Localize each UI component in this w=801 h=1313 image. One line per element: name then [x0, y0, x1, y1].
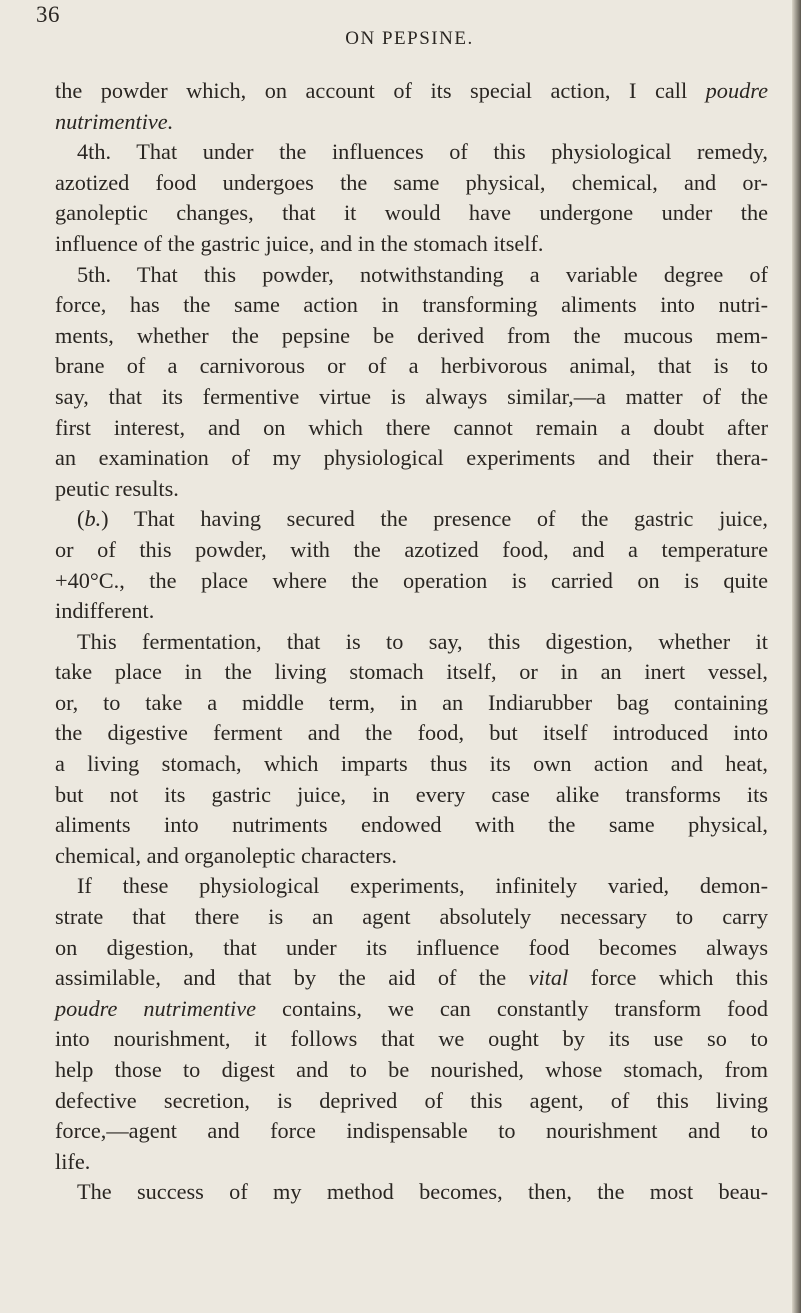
text-line	[55, 107, 768, 138]
text-line: poudre nutrimentive contains, we can constantly transform food	[55, 995, 769, 1021]
text-line: force, has the same action in transforming aliments into nutri-	[55, 292, 768, 318]
text-line: ganoleptic changes, that it would have undergone under the	[55, 200, 768, 226]
text-line: a living stomach, which imparts thus its own action and heat,	[55, 751, 768, 777]
body-text	[55, 76, 768, 1208]
text-line: help those to digest and to be nourished, whose stomach, from	[55, 1057, 768, 1082]
text-line: strate that there is an agent absolutely necessary to carry	[55, 904, 768, 930]
text-line: (b.) That having secured the presence of the gastric juice,	[77, 506, 768, 532]
text-line: ments, whether the pepsine be derived from the mucous mem-	[55, 322, 768, 348]
running-head	[0, 28, 801, 50]
text-line: indifferent.	[55, 598, 155, 624]
italic-term: poudre nutrimentive	[55, 995, 257, 1021]
text-line: The success of my method becomes, then, the most beau-	[77, 1179, 768, 1205]
text-line: 4th. That under the influences of this physiological remedy,	[77, 139, 768, 165]
text-line: assimilable, and that by the aid of the vital force which this	[55, 965, 768, 991]
text-line: life.	[55, 1148, 91, 1174]
page-number: 36	[36, 2, 60, 27]
text-line: influence of the gastric juice, and in the stomach itself.	[55, 230, 544, 256]
text-line: say, that its fermentive virtue is always similar,—a matter of the	[55, 383, 768, 409]
text-line: 5th. That this powder, notwithstanding a variable degree of	[77, 261, 768, 287]
text-line: the digestive ferment and the food, but itself introduced into	[55, 720, 768, 746]
italic-term: b.	[84, 506, 102, 532]
text-line: into nourishment, it follows that we ought by its use so to	[55, 1026, 768, 1052]
text-line: This fermentation, that is to say, this digestion, whether it	[77, 628, 768, 654]
text-line: chemical, and organoleptic characters.	[55, 842, 397, 868]
text-line: defective secretion, is deprived of this agent, of this living	[55, 1087, 768, 1113]
page-edge-shadow	[792, 0, 801, 1313]
text-line: If these physiological experiments, infinitely varied, demon-	[77, 873, 768, 899]
italic-term: vital	[528, 965, 569, 991]
text-line: the powder which, on account of its special action, I call poudre	[55, 78, 768, 103]
text-line: or, to take a middle term, in an Indiarubber bag containing	[55, 689, 768, 715]
italic-term: poudre	[705, 78, 768, 103]
text-line: or of this powder, with the azotized food, and a temperature	[55, 536, 768, 562]
text-line: peutic results.	[55, 475, 179, 501]
running-head-title: ON PEPSINE.	[345, 28, 474, 49]
italic-term: nutrimentive.	[55, 108, 174, 134]
text-line: +40°C., the place where the operation is carried on is quite	[55, 567, 768, 593]
text-line: an examination of my physiological experiments and their thera-	[55, 445, 768, 471]
text-line: first interest, and on which there cannot remain a doubt after	[55, 414, 768, 440]
text-line: brane of a carnivorous or of a herbivorous animal, that is to	[55, 353, 768, 379]
text-line: aliments into nutriments endowed with the same physical,	[55, 812, 768, 838]
text-line: take place in the living stomach itself, or in an inert vessel,	[55, 659, 768, 685]
text-line: but not its gastric juice, in every case alike transforms its	[55, 781, 768, 807]
text-line: azotized food undergoes the same physical, chemical, and or-	[55, 169, 768, 195]
text-line: force,—agent and force indispensable to nourishment and to	[55, 1118, 768, 1144]
text-line: on digestion, that under its influence food becomes always	[55, 934, 768, 960]
